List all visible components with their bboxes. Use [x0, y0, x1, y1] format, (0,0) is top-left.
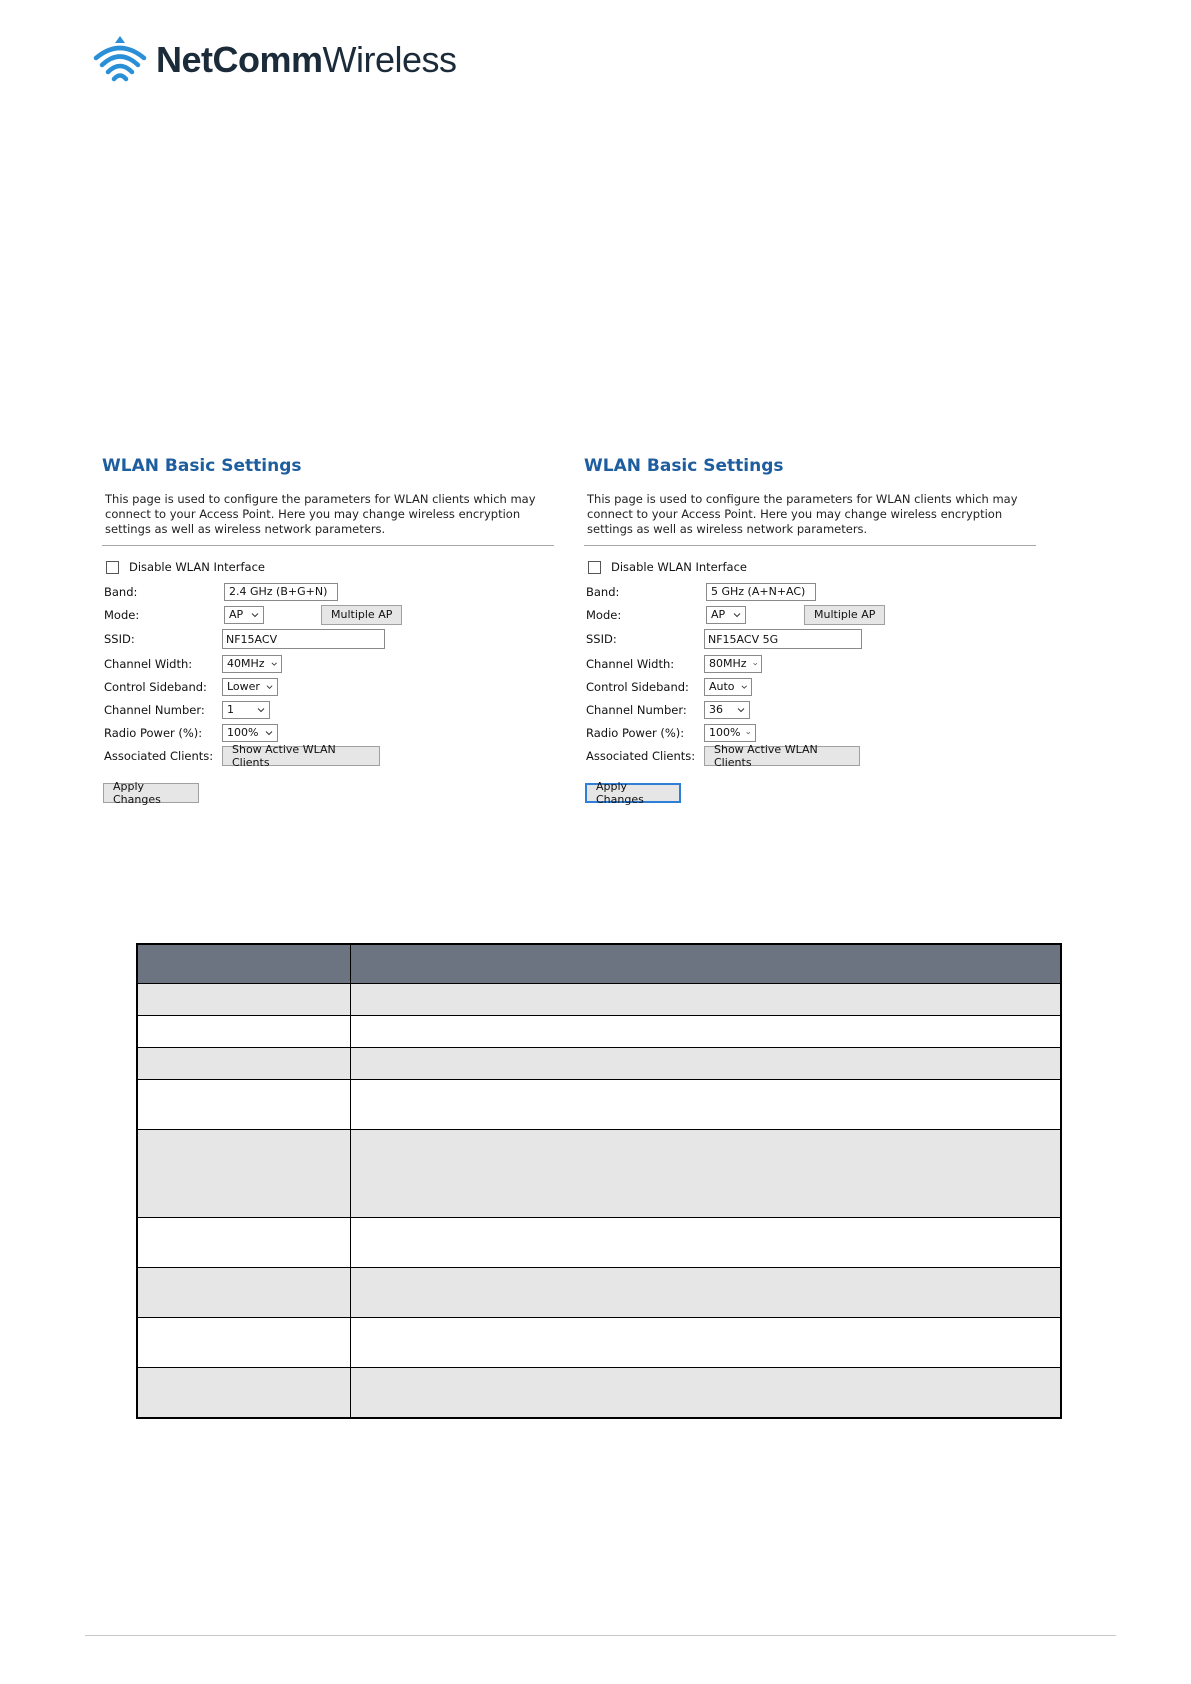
- ssid-row: [104, 626, 562, 652]
- table-header-row: [137, 944, 1061, 984]
- panel-description: This page is used to configure the parameters for WLAN clients which may connect to your Access Point. Here you may change wireless encryption settings as well as wireless network parameters.: [587, 492, 1018, 536]
- table-row: [137, 1130, 1061, 1218]
- table-cell: [137, 984, 351, 1016]
- disable-wlan-row: [588, 560, 1044, 574]
- panel-title: WLAN Basic Settings: [102, 456, 302, 476]
- chevron-down-icon: [737, 706, 745, 714]
- band-row: [104, 580, 562, 603]
- associated-clients-label: Associated Clients:: [104, 748, 214, 763]
- chevron-down-icon: [257, 706, 265, 714]
- radio-power-select[interactable]: [222, 724, 278, 742]
- brand-name: [156, 39, 457, 80]
- control-sideband-value: Lower: [227, 680, 260, 693]
- radio-power-value: 100%: [709, 726, 741, 739]
- footer-divider: [85, 1635, 1116, 1636]
- channel-width-label: Channel Width:: [104, 656, 193, 671]
- channel-number-row: [586, 698, 1044, 721]
- table-row: [137, 984, 1061, 1016]
- channel-number-label: Channel Number:: [586, 702, 687, 717]
- table-cell: [137, 1048, 351, 1080]
- band-value: 5 GHz (A+N+AC): [711, 585, 806, 598]
- table-cell: [137, 1218, 351, 1268]
- wlan-panel-2g: [102, 456, 562, 806]
- table-cell: [137, 1016, 351, 1048]
- chevron-down-icon: [746, 729, 751, 737]
- disable-wlan-label: Disable WLAN Interface: [611, 560, 747, 574]
- chevron-down-icon: [741, 683, 747, 691]
- netcomm-logo: [92, 34, 457, 86]
- channel-width-row: [586, 652, 1044, 675]
- mode-row: [586, 603, 1044, 626]
- show-active-clients-button[interactable]: Show Active WLAN Clients: [704, 746, 860, 766]
- radio-power-select[interactable]: [704, 724, 756, 742]
- disable-wlan-row: [106, 560, 562, 574]
- channel-width-value: 80MHz: [709, 657, 747, 670]
- associated-clients-row: [104, 744, 562, 767]
- panel-description: This page is used to configure the parameters for WLAN clients which may connect to your Access Point. Here you may change wireless encryption settings as well as wireless network parameters.: [105, 492, 536, 536]
- ssid-input[interactable]: NF15ACV 5G: [704, 629, 862, 649]
- table-row: [137, 1016, 1061, 1048]
- table-cell: [351, 1318, 1062, 1368]
- multiple-ap-button[interactable]: Multiple AP: [804, 605, 885, 625]
- table-row: [137, 1218, 1061, 1268]
- control-sideband-value: Auto: [709, 680, 735, 693]
- chevron-down-icon: [753, 660, 757, 668]
- chevron-down-icon: [251, 611, 259, 619]
- table-cell: [137, 1318, 351, 1368]
- table-cell: [351, 1268, 1062, 1318]
- ssid-row: [586, 626, 1044, 652]
- divider: [584, 545, 1036, 546]
- band-row: [586, 580, 1044, 603]
- channel-width-row: [104, 652, 562, 675]
- disable-wlan-checkbox[interactable]: [106, 561, 119, 574]
- table-row: [137, 1368, 1061, 1418]
- radio-power-label: Radio Power (%):: [104, 725, 203, 740]
- disable-wlan-checkbox[interactable]: [588, 561, 601, 574]
- control-sideband-row: [586, 675, 1044, 698]
- brand-name-bold: NetComm: [156, 39, 323, 80]
- table-cell: [137, 1080, 351, 1130]
- chevron-down-icon: [271, 660, 277, 668]
- channel-width-label: Channel Width:: [586, 656, 675, 671]
- panel-title: WLAN Basic Settings: [584, 456, 784, 476]
- ssid-label: SSID:: [104, 632, 135, 646]
- channel-width-value: 40MHz: [227, 657, 265, 670]
- chevron-down-icon: [266, 683, 273, 691]
- channel-width-select[interactable]: [222, 655, 282, 673]
- table-row: [137, 1268, 1061, 1318]
- control-sideband-label: Control Sideband:: [586, 679, 689, 694]
- channel-number-value: 36: [709, 703, 723, 716]
- chevron-down-icon: [265, 729, 273, 737]
- radio-power-row: [586, 721, 1044, 744]
- apply-changes-button[interactable]: Apply Changes: [585, 783, 681, 803]
- radio-power-row: [104, 721, 562, 744]
- mode-label: Mode:: [104, 607, 140, 622]
- show-active-clients-button[interactable]: Show Active WLAN Clients: [222, 746, 380, 766]
- channel-number-value: 1: [227, 703, 234, 716]
- table-cell: [351, 1016, 1062, 1048]
- channel-number-select[interactable]: [704, 701, 750, 719]
- band-select[interactable]: [224, 583, 338, 601]
- table-cell: [351, 1080, 1062, 1130]
- table-cell: [137, 1130, 351, 1218]
- mode-value: AP: [711, 608, 726, 621]
- table-cell: [351, 1218, 1062, 1268]
- mode-value: AP: [229, 608, 244, 621]
- control-sideband-select[interactable]: [704, 678, 752, 696]
- channel-number-label: Channel Number:: [104, 702, 205, 717]
- radio-power-label: Radio Power (%):: [586, 725, 685, 740]
- brand-name-light: Wireless: [322, 39, 457, 80]
- settings-table: [136, 943, 1062, 1419]
- wifi-logo-icon: [92, 34, 148, 86]
- mode-select[interactable]: [706, 606, 746, 624]
- control-sideband-label: Control Sideband:: [104, 679, 207, 694]
- mode-label: Mode:: [586, 607, 622, 622]
- table-header-cell: [137, 944, 351, 984]
- table-cell: [351, 984, 1062, 1016]
- channel-width-select[interactable]: [704, 655, 762, 673]
- table-row: [137, 1318, 1061, 1368]
- table-cell: [351, 1130, 1062, 1218]
- associated-clients-row: [586, 744, 1044, 767]
- ssid-label: SSID:: [586, 632, 617, 646]
- chevron-down-icon: [733, 611, 741, 619]
- channel-number-row: [104, 698, 562, 721]
- control-sideband-select[interactable]: [222, 678, 278, 696]
- control-sideband-row: [104, 675, 562, 698]
- apply-changes-button[interactable]: Apply Changes: [103, 783, 199, 803]
- table-cell: [351, 1048, 1062, 1080]
- wlan-panel-5g: [584, 456, 1044, 806]
- divider: [102, 545, 554, 546]
- radio-power-value: 100%: [227, 726, 259, 739]
- channel-number-select[interactable]: [222, 701, 270, 719]
- table-row: [137, 1048, 1061, 1080]
- table-cell: [137, 1368, 351, 1418]
- band-label: Band:: [586, 584, 620, 599]
- table-cell: [137, 1268, 351, 1318]
- ssid-input[interactable]: NF15ACV: [222, 629, 385, 649]
- multiple-ap-button[interactable]: Multiple AP: [321, 605, 402, 625]
- band-select[interactable]: [706, 583, 816, 601]
- associated-clients-label: Associated Clients:: [586, 748, 696, 763]
- table-row: [137, 1080, 1061, 1130]
- mode-select[interactable]: [224, 606, 264, 624]
- disable-wlan-label: Disable WLAN Interface: [129, 560, 265, 574]
- band-label: Band:: [104, 584, 138, 599]
- table-header-cell: [351, 944, 1062, 984]
- table-cell: [351, 1368, 1062, 1418]
- mode-row: [104, 603, 562, 626]
- band-value: 2.4 GHz (B+G+N): [229, 585, 328, 598]
